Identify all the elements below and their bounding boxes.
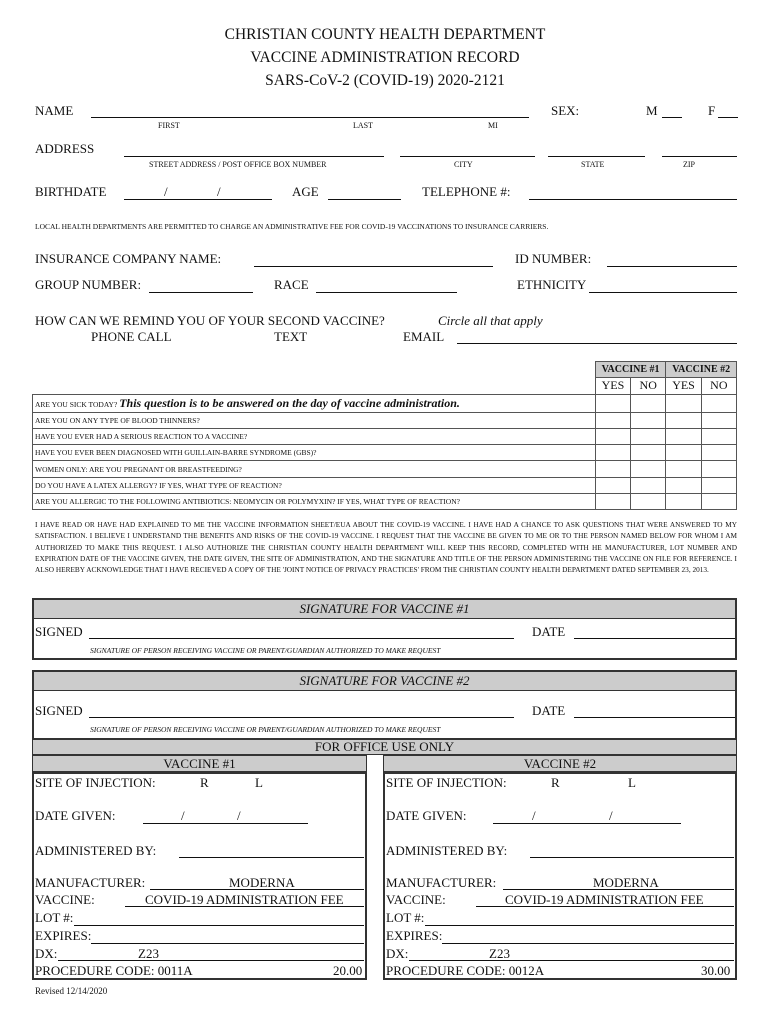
v1-no-cell[interactable] (631, 394, 666, 412)
v2-no-cell[interactable] (701, 494, 736, 510)
sex-m-label: M (646, 103, 658, 118)
reminder-email[interactable]: EMAIL (403, 329, 445, 344)
revision-footer: Revised 12/14/2020 (35, 986, 108, 996)
question-row (33, 477, 737, 493)
vaccine1-header: VACCINE #1 (595, 362, 666, 378)
birthdate-slash-2: / (217, 184, 221, 199)
birthdate-slash-1: / (164, 184, 168, 199)
birthdate-label: BIRTHDATE (35, 184, 107, 199)
reminder-question: HOW CAN WE REMIND YOU OF YOUR SECOND VACCINE? (35, 313, 385, 328)
v1-yes-cell[interactable] (595, 461, 630, 477)
header-title: CHRISTIAN COUNTY HEALTH DEPARTMENT (224, 26, 546, 43)
v2-yes-cell[interactable] (666, 494, 701, 510)
v2-amount: 30.00 (701, 963, 731, 978)
v2-dx-field (409, 960, 734, 961)
v1-date-given-field[interactable] (143, 823, 308, 824)
header-subtitle: VACCINE ADMINISTRATION RECORD (250, 49, 520, 66)
office-v2-header: VACCINE #2 (383, 755, 737, 772)
v1-no-cell[interactable] (631, 428, 666, 444)
age-label: AGE (292, 184, 319, 199)
v1-dx-field (58, 960, 364, 961)
street-caption: STREET ADDRESS / POST OFFICE BOX NUMBER (149, 160, 327, 169)
reminder-phone[interactable]: PHONE CALL (91, 329, 172, 344)
v2-no-cell[interactable] (701, 445, 736, 461)
name-field[interactable] (91, 117, 529, 118)
v1-yes-cell[interactable] (595, 412, 630, 428)
v2-yes-cell[interactable] (666, 412, 701, 428)
v2-vaccine-label: VACCINE: (386, 892, 446, 907)
circle-instruction: Circle all that apply (438, 313, 543, 328)
v2-manufacturer-value: MODERNA (593, 875, 659, 890)
question-text: DO YOU HAVE A LATEX ALLERGY? IF YES, WHAT TYPE OF REACTION? (33, 477, 596, 493)
v1-site-label: SITE OF INJECTION: (35, 775, 156, 790)
v1-lot-field[interactable] (74, 925, 364, 926)
sex-f-field[interactable] (718, 117, 738, 118)
v1-administered-field[interactable] (179, 857, 364, 858)
signature-2-field[interactable] (89, 717, 514, 718)
question-row (33, 445, 737, 461)
v1-date-slash-2: / (237, 808, 241, 823)
insurance-company-field[interactable] (254, 266, 493, 267)
race-label: RACE (274, 277, 309, 292)
v1-site-l[interactable]: L (255, 775, 263, 790)
v2-administered-field[interactable] (530, 857, 734, 858)
v2-site-label: SITE OF INJECTION: (386, 775, 507, 790)
state-caption: STATE (581, 160, 605, 169)
v2-site-r[interactable]: R (551, 775, 560, 790)
telephone-field[interactable] (529, 199, 737, 200)
v1-lot-label: LOT #: (35, 910, 74, 925)
zip-caption: ZIP (683, 160, 695, 169)
v2-manufacturer-field (503, 889, 734, 890)
mi-caption: MI (488, 121, 498, 130)
group-number-field[interactable] (149, 292, 253, 293)
ethnicity-field[interactable] (589, 292, 737, 293)
date-1-label: DATE (532, 624, 566, 639)
v2-date-slash-1: / (532, 808, 536, 823)
v2-date-given-label: DATE GIVEN: (386, 808, 467, 823)
signature-1-field[interactable] (89, 638, 514, 639)
question-row (33, 394, 737, 412)
id-number-field[interactable] (607, 266, 737, 267)
v1-expires-label: EXPIRES: (35, 928, 92, 943)
v2-yes-header: YES (666, 378, 701, 394)
v2-lot-field[interactable] (425, 925, 734, 926)
question-row (33, 412, 737, 428)
v2-administered-label: ADMINISTERED BY: (386, 843, 508, 858)
v2-dx-label: DX: (386, 946, 409, 961)
v1-administered-label: ADMINISTERED BY: (35, 843, 157, 858)
v2-vaccine-value: COVID-19 ADMINISTRATION FEE (505, 892, 704, 907)
v1-yes-cell[interactable] (595, 394, 630, 412)
street-field[interactable] (124, 156, 384, 157)
question-row (33, 494, 737, 510)
address-label: ADDRESS (35, 141, 95, 156)
v1-manufacturer-value: MODERNA (229, 875, 295, 890)
first-caption: FIRST (158, 121, 180, 130)
v2-expires-field[interactable] (442, 943, 734, 944)
zip-field[interactable] (662, 156, 737, 157)
v2-expires-label: EXPIRES: (386, 928, 443, 943)
v2-yes-cell[interactable] (666, 461, 701, 477)
group-number-label: GROUP NUMBER: (35, 277, 142, 292)
v1-dx-label: DX: (35, 946, 58, 961)
question-row (33, 461, 737, 477)
signed-1-label: SIGNED (35, 624, 83, 639)
v1-manufacturer-label: MANUFACTURER: (35, 875, 146, 890)
v1-yes-cell[interactable] (595, 428, 630, 444)
telephone-label: TELEPHONE #: (422, 184, 511, 199)
v1-vaccine-value: COVID-19 ADMINISTRATION FEE (145, 892, 344, 907)
name-label: NAME (35, 103, 74, 118)
question-text: HAVE YOU EVER BEEN DIAGNOSED WITH GUILLAIN-BARRE SYNDROME (GBS)? (33, 445, 596, 461)
question-text: WOMEN ONLY: ARE YOU PREGNANT OR BREASTFEEDING? (33, 461, 596, 477)
v2-no-header: NO (701, 378, 736, 394)
v2-yes-cell[interactable] (666, 445, 701, 461)
age-field[interactable] (328, 199, 401, 200)
v1-no-cell[interactable] (631, 412, 666, 428)
v2-yes-cell[interactable] (666, 394, 701, 412)
office-use-title: FOR OFFICE USE ONLY (32, 739, 737, 755)
v1-expires-field[interactable] (91, 943, 364, 944)
sex-m-field[interactable] (662, 117, 682, 118)
v1-manufacturer-field (150, 889, 364, 890)
v2-yes-cell[interactable] (666, 477, 701, 493)
v1-no-cell[interactable] (631, 477, 666, 493)
signature-2-date-field[interactable] (574, 717, 735, 718)
signed-2-label: SIGNED (35, 703, 83, 718)
signature-1-date-field[interactable] (574, 638, 735, 639)
v1-date-given-label: DATE GIVEN: (35, 808, 116, 823)
v1-date-slash-1: / (181, 808, 185, 823)
office-v1-header: VACCINE #1 (32, 755, 367, 772)
question-text: ARE YOU ON ANY TYPE OF BLOOD THINNERS? (33, 412, 596, 428)
birthdate-field[interactable] (124, 199, 272, 200)
v1-no-cell[interactable] (631, 494, 666, 510)
v1-no-header: NO (631, 378, 666, 394)
v2-site-l[interactable]: L (628, 775, 636, 790)
vaccine2-header: VACCINE #2 (666, 362, 737, 378)
sex-f-label: F (708, 103, 716, 118)
v1-yes-cell[interactable] (595, 445, 630, 461)
v1-dx-value: Z23 (138, 946, 159, 961)
v1-procedure-code: PROCEDURE CODE: 0011A (35, 963, 193, 978)
v2-date-slash-2: / (609, 808, 613, 823)
v2-manufacturer-label: MANUFACTURER: (386, 875, 497, 890)
city-field[interactable] (400, 156, 535, 157)
insurance-company-label: INSURANCE COMPANY NAME: (35, 251, 222, 266)
v1-vaccine-field (125, 906, 364, 907)
ethnicity-label: ETHNICITY (517, 277, 587, 292)
sex-label: SEX: (551, 103, 580, 118)
screening-questions-table (32, 361, 737, 510)
v1-site-r[interactable]: R (200, 775, 209, 790)
signature-2-caption: SIGNATURE OF PERSON RECEIVING VACCINE OR PARENT/GUARDIAN AUTHORIZED TO MAKE REQUEST (90, 725, 441, 734)
question-row (33, 428, 737, 444)
v1-no-cell[interactable] (631, 461, 666, 477)
question-text: HAVE YOU EVER HAD A SERIOUS REACTION TO A VACCINE? (33, 428, 596, 444)
signature-2-title: SIGNATURE FOR VACCINE #2 (34, 672, 735, 691)
race-field[interactable] (316, 292, 457, 293)
v2-yes-cell[interactable] (666, 428, 701, 444)
v2-date-given-field[interactable] (493, 823, 681, 824)
signature-1-title: SIGNATURE FOR VACCINE #1 (34, 600, 735, 619)
question-text: ARE YOU ALLERGIC TO THE FOLLOWING ANTIBIOTICS: NEOMYCIN OR POLYMYXIN? IF YES, WHAT TYPE OF REACTION? (33, 494, 596, 510)
city-caption: CITY (454, 160, 473, 169)
v1-no-cell[interactable] (631, 445, 666, 461)
date-2-label: DATE (532, 703, 566, 718)
state-field[interactable] (548, 156, 645, 157)
v1-vaccine-label: VACCINE: (35, 892, 95, 907)
v2-procedure-code: PROCEDURE CODE: 0012A (386, 963, 545, 978)
v2-lot-label: LOT #: (386, 910, 425, 925)
v1-yes-cell[interactable] (595, 477, 630, 493)
v2-no-cell[interactable] (701, 477, 736, 493)
v1-yes-header: YES (595, 378, 630, 394)
id-number-label: ID NUMBER: (515, 251, 592, 266)
fee-notice: LOCAL HEALTH DEPARTMENTS ARE PERMITTED TO CHARGE AN ADMINISTRATIVE FEE FOR COVID-19 VACCINATIONS TO INSURANCE CARRIERS. (35, 222, 549, 231)
v2-no-cell[interactable] (701, 428, 736, 444)
v1-yes-cell[interactable] (595, 494, 630, 510)
v1-amount: 20.00 (333, 963, 363, 978)
v2-no-cell[interactable] (701, 412, 736, 428)
v2-no-cell[interactable] (701, 461, 736, 477)
email-field[interactable] (457, 343, 737, 344)
signature-1-caption: SIGNATURE OF PERSON RECEIVING VACCINE OR PARENT/GUARDIAN AUTHORIZED TO MAKE REQUEST (90, 646, 441, 655)
reminder-text[interactable]: TEXT (274, 329, 308, 344)
sick-today-question: ARE YOU SICK TODAY? (35, 399, 118, 409)
sick-today-note: This question is to be answered on the day of vaccine administration. (119, 395, 460, 410)
last-caption: LAST (353, 121, 373, 130)
v2-no-cell[interactable] (701, 394, 736, 412)
v2-vaccine-field (476, 906, 734, 907)
v2-dx-value: Z23 (489, 946, 510, 961)
consent-paragraph: I HAVE READ OR HAVE HAD EXPLAINED TO ME THE VACCINE INFORMATION SHEET/EUA ABOUT THE COVID-19 VACCINE. I HAVE HAD A CHANCE TO ASK QUESTIONS THAT WERE ANSWERED TO MY SATISFACTION. I BELIEVE I UNDERSTAND THE BENEFITS AND RISKS OF THE COVID-19 VACCINE. I REQUEST THAT THE VACCINE BE GIVEN TO ME OR TO THE PERSON NAMED BELOW FOR WHOM I AM AUTHORIZED TO MAKE THIS REQUEST. I ALSO AUTHORIZE THE CHRISTIAN COUNTY HEALTH DEPARTMENT WILL KEEP THIS RECORD, COMPLETED WITH HE MANUFACTURER, LOT NUMBER AND EXPIRATION DATE OF THE VACCINE GIVEN, THE DATE GIVEN, THE SITE OF ADMINISTRATION, AND THE SIGNATURE AND TITLE OF THE PERSON ADMINISTERING THE VACCINE ON FILE FOR REFERENCE. I ALSO HEREBY ACKNOWLEDGE THAT I HAVE RECIEVED A COPY OF THE 'JOINT NOTICE OF PRIVACY PRACTICES' FROM THE CHRISTIAN COUNTY HEALTH DEPARTMENT DATED SEPTEMBER 23, 2013. (35, 520, 737, 575)
header-vaccine: SARS-CoV-2 (COVID-19) 2020-2121 (265, 72, 505, 89)
